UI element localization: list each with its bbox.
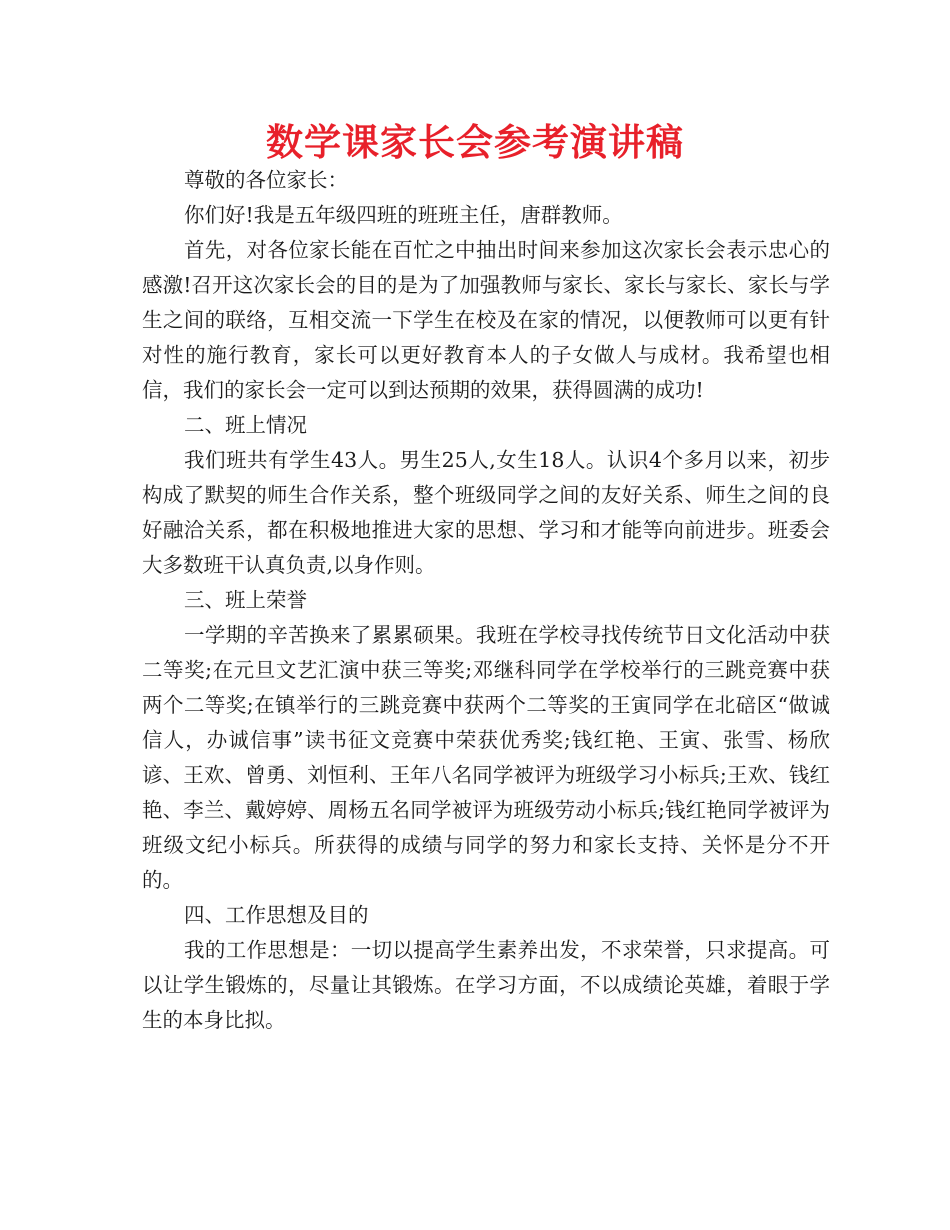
salutation: 尊敬的各位家长： bbox=[184, 168, 348, 192]
greeting-paragraph: 你们好!我是五年级四班的班班主任，唐群教师。 bbox=[184, 203, 623, 227]
work-philosophy-paragraph: 我的工作思想是：一切以提高学生素养出发，不求荣誉，只求提高。可以让学生锻炼的，尽量让其锻炼。在学习方面，不以成绩论英雄，着眼于学生的本身比拟。 bbox=[142, 938, 830, 1032]
document-title: 数学课家长会参考演讲稿 bbox=[266, 121, 684, 164]
class-situation-paragraph: 我们班共有学生43人。男生25人,女生18人。认识4个多月以来，初步构成了默契的师生合作关系，整个班级同学之间的友好关系、师生之间的良好融洽关系，都在积极地推进大家的思想、学习和才能等向前进步。班委会大多数班干认真负责,以身作则。 bbox=[142, 448, 830, 577]
section-heading-class-situation: 二、班上情况 bbox=[184, 413, 307, 437]
class-honors-paragraph: 一学期的辛苦换来了累累硕果。我班在学校寻找传统节日文化活动中获二等奖;在元旦文艺汇演中获三等奖;邓继科同学在学校举行的三跳竞赛中获两个二等奖;在镇举行的三跳竞赛中获两个二等奖的王寅同学在北碚区“做诚信人，办诚信事”读书征文竞赛中荣获优秀奖;钱红艳、王寅、张雪、杨欣谚、王欢、曾勇、刘恒利、王年八名同学被评为班级学习小标兵;王欢、钱红艳、李兰、戴婷婷、周杨五名同学被评为班级劳动小标兵;钱红艳同学被评为班级文纪小标兵。所获得的成绩与同学的努力和家长支持、关怀是分不开的。 bbox=[142, 623, 830, 892]
section-heading-work-philosophy: 四、工作思想及目的 bbox=[184, 903, 369, 927]
intro-paragraph: 首先，对各位家长能在百忙之中抽出时间来参加这次家长会表示忠心的感激!召开这次家长会的目的是为了加强教师与家长、家长与家长、家长与学生之间的联络，互相交流一下学生在校及在家的情况，以便教师可以更有针对性的施行教育，家长可以更好教育本人的子女做人与成材。我希望也相信，我们的家长会一定可以到达预期的效果，获得圆满的成功! bbox=[142, 238, 830, 402]
document-body bbox=[142, 163, 830, 1038]
section-heading-class-honors: 三、班上荣誉 bbox=[184, 588, 307, 612]
